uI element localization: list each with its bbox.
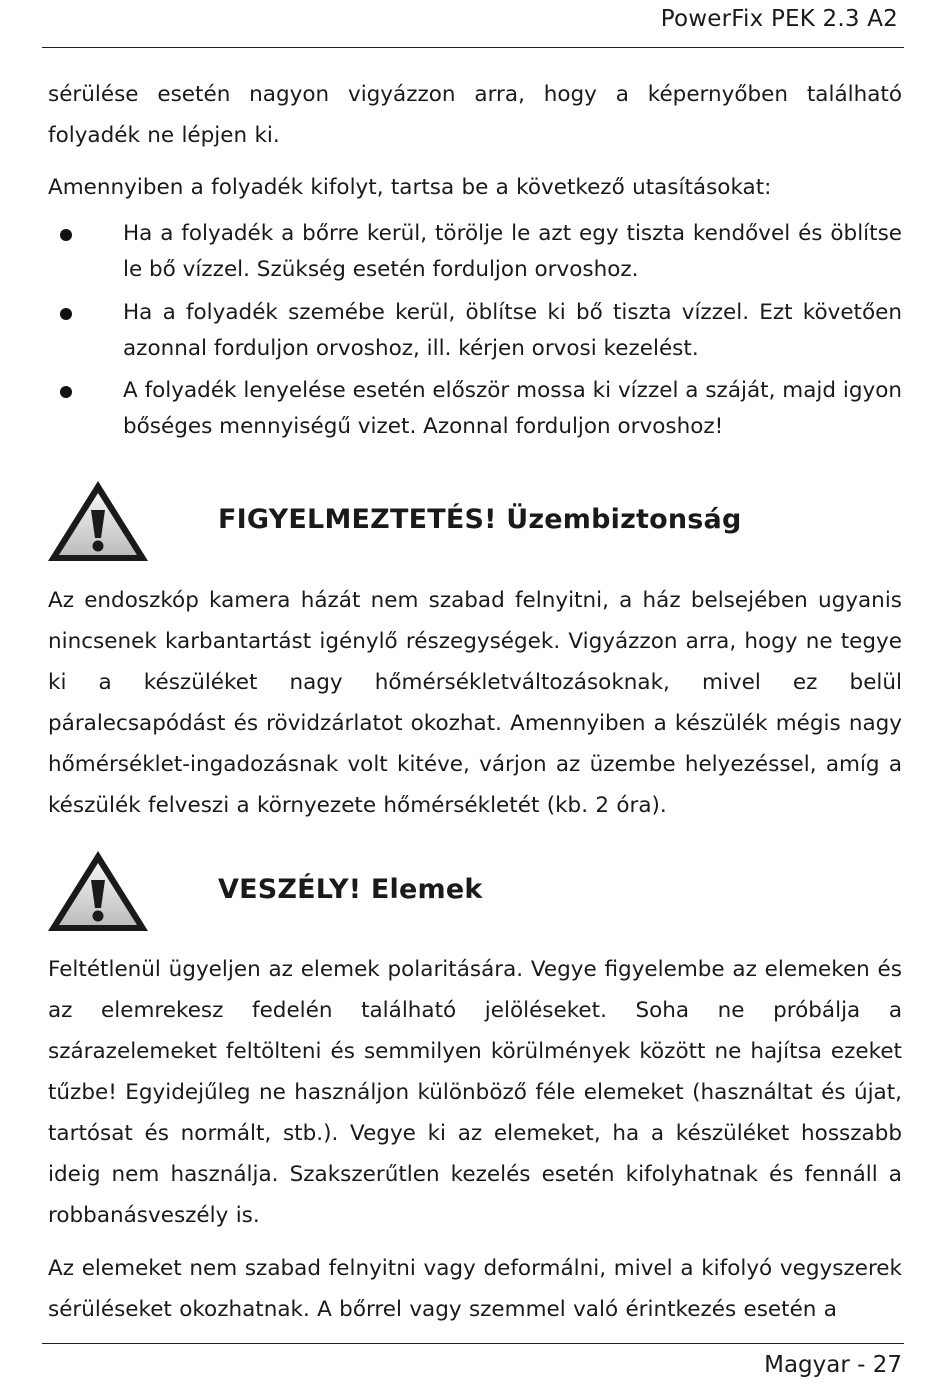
list-item-text: A folyadék lenyelése esetén először mossa ki vízzel a száját, majd igyon bőséges mennyiségű vizet. Azonnal forduljon orvoshoz! [123,378,902,439]
header-rule [42,47,904,48]
bullet-icon [60,308,72,320]
list-item [48,216,902,288]
list-item [48,295,902,367]
warning-triangle-icon [45,848,151,934]
section-paragraph: Feltétlenül ügyeljen az elemek polaritására. Vegye figyelembe az elemeken és az elemrekesz fedelén található jelöléseket. Soha ne próbálja a szárazelemeket feltölteni és semmilyen körülmények között ne hajítsa ezeket tűzbe! Egyidejűleg ne használjon különböző féle elemeket (használtat és újat, tartósat és normált, stb.). Vegye ki az elemeket, ha a készüléket hosszabb ideig nem használja. Szakszerűtlen kezelés esetén kifolyhatnak és fennáll a robbanásveszély is. [48,957,902,1228]
list-item-text: Ha a folyadék szemébe kerül, öblítse ki bő tiszta vízzel. Ezt követően azonnal forduljon orvoshoz, ill. kérjen orvosi kezelést. [123,300,902,361]
bullet-icon [60,386,72,398]
section-heading-batteries: VESZÉLY! Elemek [218,874,483,905]
list-item-text: Ha a folyadék a bőrre kerül, törölje le azt egy tiszta kendővel és öblítse le bő vízzel. Szükség esetén forduljon orvoshoz. [123,221,902,282]
paragraph-intro-instructions: Amennyiben a folyadék kifolyt, tartsa be a következő utasításokat: [48,175,772,200]
warning-triangle-icon [45,478,151,564]
section-paragraph: Az elemeket nem szabad felnyitni vagy deformálni, mivel a kifolyó vegyszerek sérüléseket okozhatnak. A bőrrel vagy szemmel való érintkezés esetén a [48,1256,902,1322]
running-header-title: PowerFix PEK 2.3 A2 [660,6,898,32]
list-item [48,373,902,445]
footer-rule [42,1343,904,1344]
paragraph-continuation: sérülése esetén nagyon vigyázzon arra, hogy a képernyőben található folyadék ne lépjen ki. [48,82,902,148]
page-number: Magyar - 27 [764,1352,902,1378]
bullet-icon [60,229,72,241]
section-paragraph: Az endoszkóp kamera házát nem szabad felnyitni, a ház belsejében ugyanis nincsenek karbantartást igénylő részegységek. Vigyázzon arra, hogy ne tegye ki a készüléket nagy hőmérsékletváltozásoknak, mivel ez belül páralecsapódást és rövidzárlatot okozhat. Amennyiben a készülék mégis nagy hőmérséklet-ingadozásnak volt kitéve, várjon az üzembe helyezéssel, amíg a készülék felveszi a környezete hőmérsékletét (kb. 2 óra). [48,588,902,818]
section-heading-operational-safety: FIGYELMEZTETÉS! Üzembiztonság [218,504,742,535]
